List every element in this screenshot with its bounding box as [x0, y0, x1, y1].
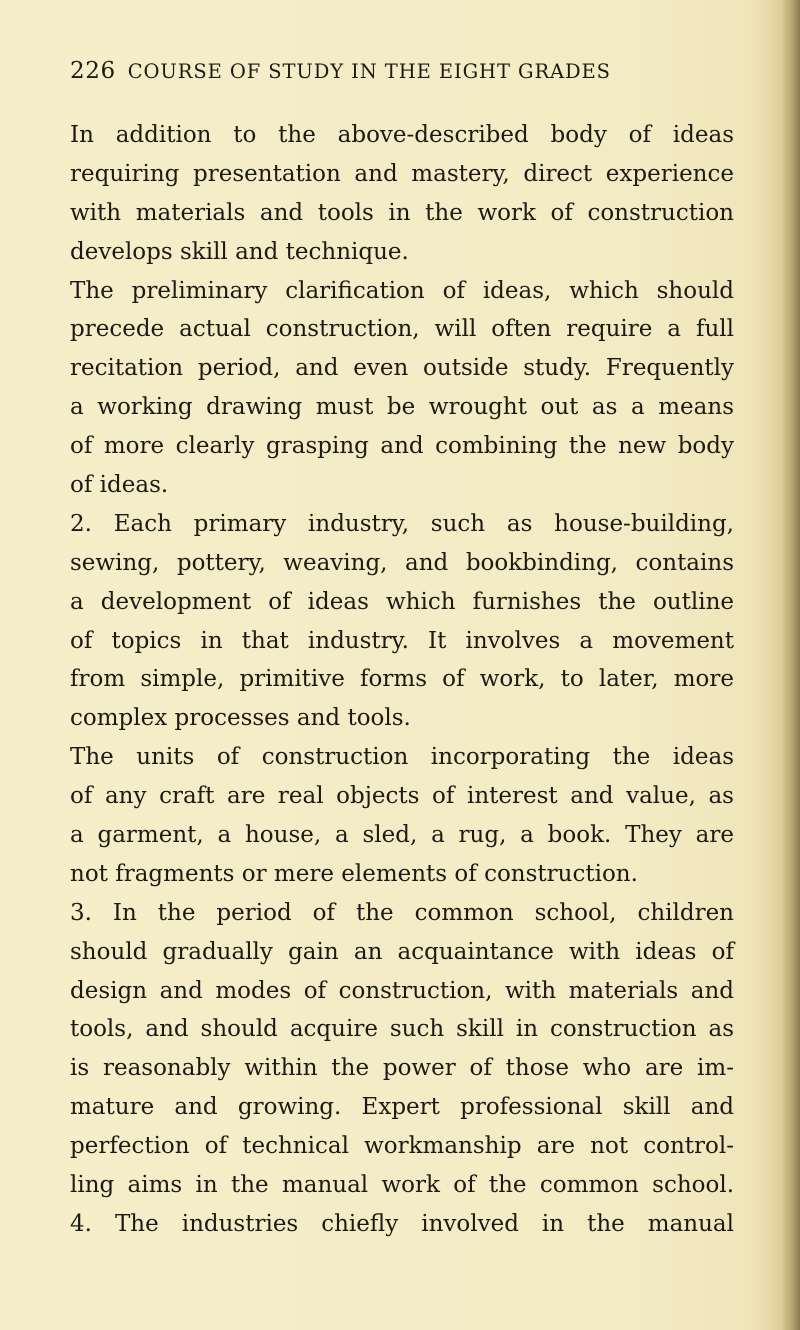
text-line: design and modes of construction, with materials and [70, 977, 734, 1004]
text-line: of more clearly grasping and combining the new body [70, 433, 734, 460]
text-line: of any craft are real objects of interest and value, as [70, 783, 734, 810]
text-line: should gradually gain an acquaintance with ideas of [70, 938, 734, 965]
text-line: The units of construction incorporating the ideas [70, 744, 734, 771]
running-title: COURSE OF STUDY IN THE EIGHT GRADES [127, 60, 611, 83]
text-line: develops skill and technique. [70, 238, 409, 265]
running-head [70, 58, 730, 84]
text-line: recitation period, and even outside study. Frequently [70, 355, 734, 382]
text-line: The preliminary clarification of ideas, which should [70, 277, 734, 304]
text-line: perfection of technical workmanship are not control- [70, 1133, 734, 1160]
text-line: of ideas. [70, 472, 169, 499]
text-line: mature and growing. Expert professional skill and [70, 1094, 734, 1121]
text-line: a development of ideas which furnishes the outline [70, 588, 734, 615]
text-line: 3. In the period of the common school, children [70, 899, 734, 926]
page-edge-shadow [782, 0, 800, 1330]
text-line: a garment, a house, a sled, a rug, a book. They are [70, 822, 734, 849]
text-line: complex processes and tools. [70, 705, 411, 732]
text-line: requiring presentation and mastery, direct experience [70, 160, 734, 187]
text-line: tools, and should acquire such skill in construction as [70, 1016, 734, 1043]
text-line: not fragments or mere elements of construction. [70, 860, 638, 887]
text-line: ling aims in the manual work of the common school. [70, 1172, 734, 1199]
page-number: 226 [70, 58, 116, 84]
text-line: is reasonably within the power of those who are im- [70, 1055, 734, 1082]
text-line: a working drawing must be wrought out as a means [70, 394, 734, 421]
text-line: 4. The industries chiefly involved in the manual [70, 1210, 734, 1237]
text-line: from simple, primitive forms of work, to later, more [70, 666, 734, 693]
text-line: 2. Each primary industry, such as house-building, [70, 510, 734, 537]
text-line: In addition to the above-described body of ideas [70, 122, 734, 148]
body-text [70, 116, 734, 1244]
text-line: sewing, pottery, weaving, and bookbinding, contains [70, 549, 734, 576]
text-line: of topics in that industry. It involves a movement [70, 627, 734, 654]
text-line: with materials and tools in the work of construction [70, 199, 734, 226]
text-line: precede actual construction, will often require a full [70, 316, 734, 343]
